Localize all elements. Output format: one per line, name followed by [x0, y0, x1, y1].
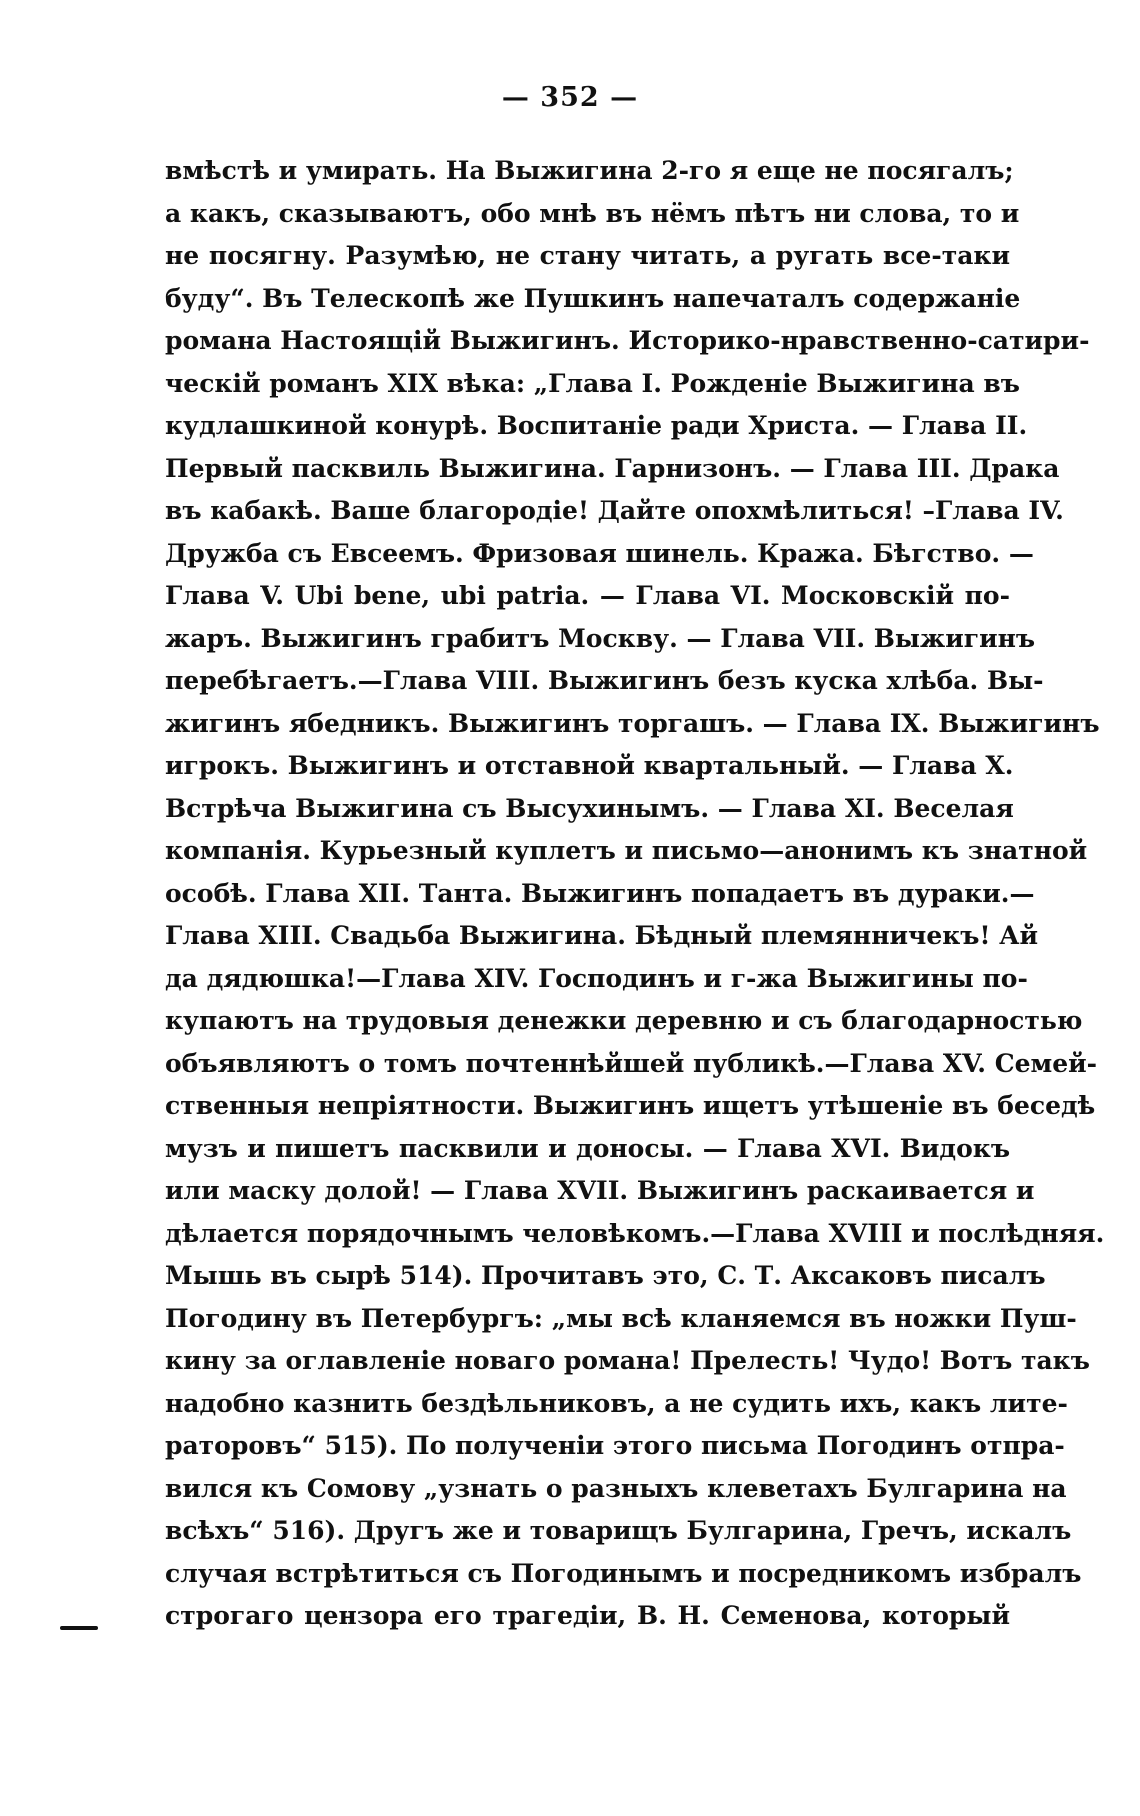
- text-line: надобно казнить бездѣльниковъ, а не судить ихъ, какъ лите-: [165, 1388, 1068, 1418]
- text-line: компанія. Курьезный куплетъ и письмо—анонимъ къ знатной: [165, 836, 1088, 865]
- text-line: строгаго цензора его трагедіи, В. Н. Семенова, который: [165, 1601, 1010, 1630]
- text-line: жаръ. Выжигинъ грабитъ Москву. — Глава VII. Выжигинъ: [165, 623, 1036, 653]
- text-line: Дружба съ Евсеемъ. Фризовая шинель. Кража. Бѣгство. —: [165, 538, 1034, 568]
- text-line: Глава XIII. Свадьба Выжигина. Бѣдный племянничекъ! Ай: [165, 921, 1039, 950]
- text-line: да дядюшка!—Глава XIV. Господинъ и г-жа Выжигины по-: [165, 963, 1028, 993]
- text-line: кину за оглавленіе новаго романа! Прелесть! Чудо! Вотъ такъ: [165, 1346, 1090, 1375]
- text-line: перебѣгаетъ.—Глава VIII. Выжигинъ безъ куска хлѣба. Вы-: [165, 666, 1044, 695]
- text-line: вился къ Сомову „узнать о разныхъ клеветахъ Булгарина на: [165, 1473, 1067, 1503]
- text-line: буду“. Въ Телескопѣ же Пушкинъ напечаталъ содержаніе: [165, 283, 1021, 313]
- text-line: игрокъ. Выжигинъ и отставной квартальный. — Глава X.: [165, 751, 1014, 780]
- page-number: — 352 —: [501, 82, 639, 113]
- text-line: вмѣстѣ и умирать. На Выжигина 2-го я еще не посягалъ;: [165, 156, 1014, 185]
- text-line: объявляютъ о томъ почтеннѣйшей публикѣ.—Глава XV. Семей-: [165, 1048, 1098, 1078]
- text-line: Погодину въ Петербургъ: „мы всѣ кланяемся въ ножки Пуш-: [165, 1303, 1077, 1333]
- text-line: ческій романъ XIX вѣка: „Глава I. Рожденіе Выжигина въ: [165, 368, 1020, 398]
- text-line: ственныя непріятности. Выжигинъ ищетъ утѣшеніе въ беседѣ: [165, 1091, 1096, 1120]
- text-line: не посягну. Разумѣю, не стану читать, а ругать все-таки: [165, 241, 1010, 270]
- text-line: дѣлается порядочнымъ человѣкомъ.—Глава XVIII и послѣдняя.: [165, 1218, 1105, 1248]
- text-line: Глава V. Ubi bene, ubi patria. — Глава VI. Московскій по-: [165, 581, 1010, 610]
- text-line: Встрѣча Выжигина съ Высухинымъ. — Глава XI. Веселая: [165, 793, 1014, 823]
- text-line: всѣхъ“ 516). Другъ же и товарищъ Булгарина, Гречъ, искалъ: [165, 1516, 1072, 1545]
- text-line: кудлашкиной конурѣ. Воспитаніе ради Христа. — Глава II.: [165, 411, 1028, 440]
- text-line: романа Настоящій Выжигинъ. Историко-нравственно-сатири-: [165, 326, 1090, 355]
- body-text: [165, 150, 1105, 1638]
- text-line: Первый пасквиль Выжигина. Гарнизонъ. — Глава III. Драка: [165, 453, 1060, 483]
- text-line: или маску долой! — Глава XVII. Выжигинъ раскаивается и: [165, 1176, 1035, 1205]
- margin-dash-mark: [60, 1626, 98, 1630]
- text-line: музъ и пишетъ пасквили и доносы. — Глава XVI. Видокъ: [165, 1133, 1010, 1163]
- text-line: Мышь въ сырѣ 514). Прочитавъ это, С. Т. Аксаковъ писалъ: [165, 1261, 1046, 1290]
- text-line: купаютъ на трудовыя денежки деревню и съ благодарностью: [165, 1006, 1083, 1035]
- text-line: жигинъ ябедникъ. Выжигинъ торгашъ. — Глава IX. Выжигинъ: [165, 708, 1100, 738]
- text-line: раторовъ“ 515). По полученіи этого письма Погодинъ отпра-: [165, 1431, 1065, 1460]
- text-line: а какъ, сказываютъ, обо мнѣ въ нёмъ пѣтъ ни слова, то и: [165, 198, 1020, 228]
- text-line: въ кабакѣ. Ваше благородіе! Дайте опохмѣлиться! –Глава IV.: [165, 496, 1064, 525]
- text-line: случая встрѣтиться съ Погодинымъ и посредникомъ избралъ: [165, 1558, 1082, 1588]
- text-line: особѣ. Глава XII. Танта. Выжигинъ попадаетъ въ дураки.—: [165, 878, 1035, 908]
